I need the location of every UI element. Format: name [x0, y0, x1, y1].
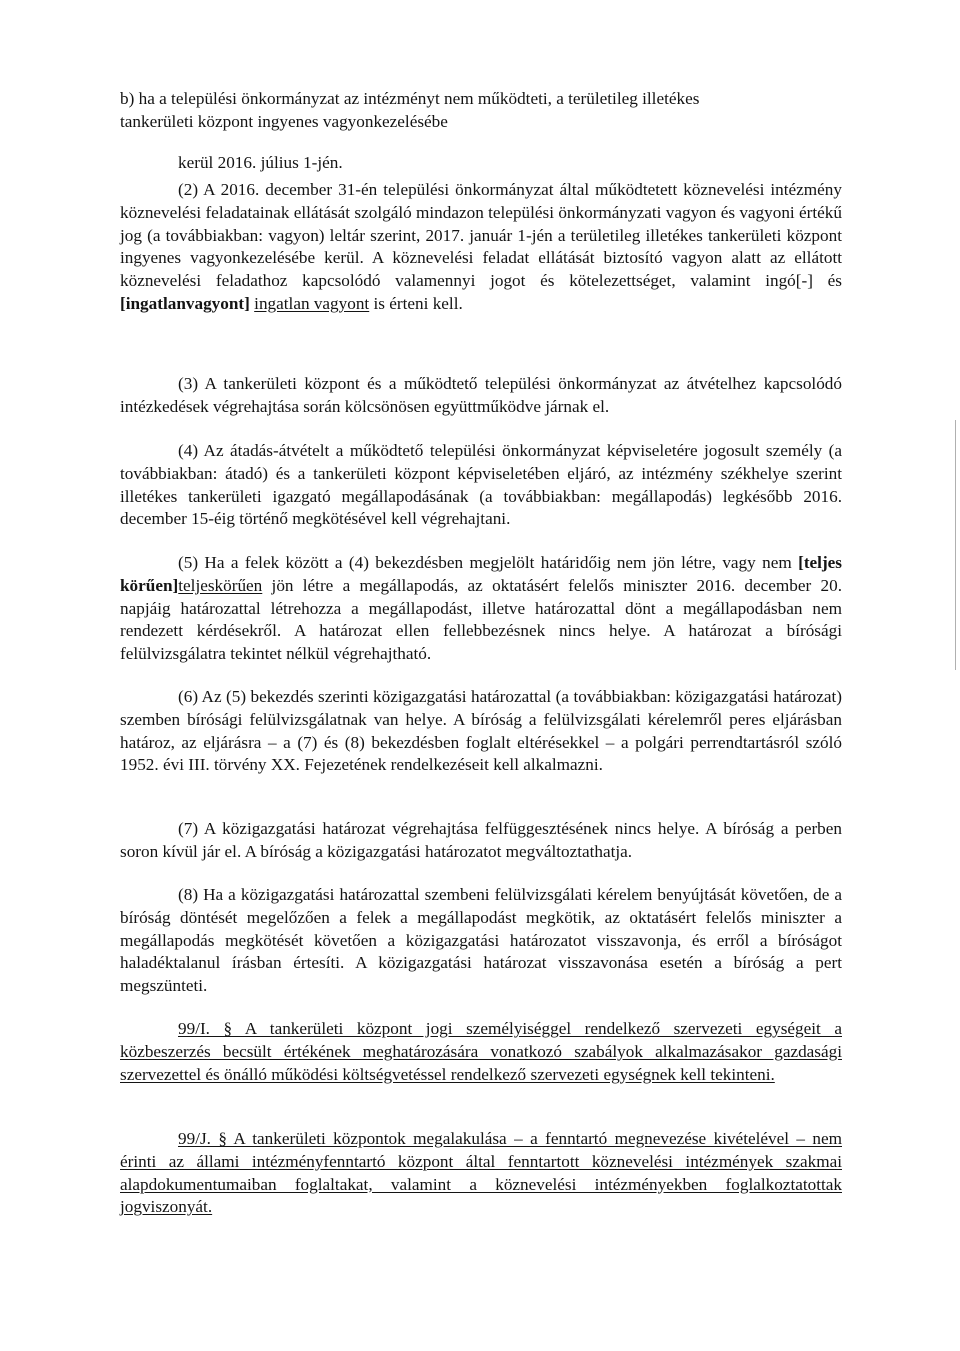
paragraph-8: (8) Ha a közigazgatási határozattal szembeni felülvizsgálati kérelem benyújtását követően, de a bíróság döntését megelőzően a felek a megállapodást megkötik, az oktatásért felelős miniszter a megállapodás megkötését követően a közigazgatási határozatot visszavonja, és erről a bíróságot haladéktalanul írásban értesíti. A közigazgatási határozat visszavonása esetén a bíróság a pert megszünteti. — [120, 885, 842, 996]
deleted-text: [ingatlanvagyont] — [120, 293, 250, 313]
paragraph-b — [120, 88, 842, 134]
deleted-text: [teljes körűen] — [120, 553, 842, 595]
paragraph-b-continuation: kerül 2016. július 1-jén. — [178, 153, 343, 172]
paragraph-2: (2) A 2016. december 31-én települési önkormányzat által működtetett köznevelési intézmény köznevelési feladatainak ellátását szolgáló mindazon települési önkormányzati vagyon és vagyoni értékű jog (a továbbiakban: vagyon) leltár szerint, 2017. január 1-jén a területileg illetékes tankerületi központ ingyenes vagyonkezelésébe kerül. A köznevelési feladat ellátását biztosító vagyon alatt az ellátott köznevelési feladathoz kapcsolódó valamennyi jogot és kötelezettséget, valamint ingó[-] és [ingatlanvagyont] ingatlan vagyont is érteni kell. — [120, 180, 842, 313]
inserted-text: teljeskörűen — [178, 575, 263, 595]
paragraph-b-line2: tankerületi központ ingyenes vagyonkezelésébe — [120, 111, 448, 131]
inserted-text: ingatlan vagyont — [254, 293, 370, 313]
paragraph-b-line1: b) ha a települési önkormányzat az intézményt nem működteti, a területileg illetékes — [120, 89, 700, 108]
section-99j: 99/J. § A tankerületi központok megalakulása – a fenntartó megnevezése kivételével – nem érinti az állami intézményfenntartó központ által fenntartott köznevelési intézmények szakmai alapdokumentumaiban foglaltakat, valamint a köznevelési intézményekben foglalkoztatottak jogviszonyát. — [120, 1129, 842, 1217]
paragraph-6: (6) Az (5) bekezdés szerinti közigazgatási határozattal (a továbbiakban: közigazgatási határozat) szemben bírósági felülvizsgálatnak van helye. A bíróság a felülvizsgálati kérelemről peres eljárásban határoz, az eljárásra – a (7) és (8) bekezdésben foglalt eltérésekkel – a polgári perrendtartásról szóló 1952. évi III. törvény XX. Fejezetének rendelkezéseit kell alkalmazni. — [120, 687, 842, 775]
scan-edge-line — [955, 420, 956, 670]
paragraph-7: (7) A közigazgatási határozat végrehajtása felfüggesztésének nincs helye. A bíróság a perben soron kívül jár el. A bíróság a közigazgatási határozatot megváltoztathatja. — [120, 819, 842, 861]
paragraph-4: (4) Az átadás-átvételt a működtető települési önkormányzat képviseletére jogosult személy (a továbbiakban: átadó) és a tankerületi központ képviseletében eljáró, az intézmény székhelye szerint illetékes tankerületi igazgató megállapodásának (a továbbiakban: megállapodás) legkésőbb 2016. december 15-éig történő megkötésével kell végrehajtani. — [120, 441, 842, 529]
section-99i: 99/I. § A tankerületi központ jogi személyiséggel rendelkező szervezeti egységeit a közbeszerzés becsült értékének meghatározására vonatkozó szabályok alkalmazásakor gazdasági szervezettel és önálló működési költségvetéssel rendelkező szervezeti egységnek kell tekinteni. — [120, 1019, 842, 1084]
paragraph-5: (5) Ha a felek között a (4) bekezdésben megjelölt határidőig nem jön létre, vagy nem [teljes körűen]teljeskörűen jön létre a megállapodás, az oktatásért felelős miniszter 2016. december 20. napjáig határozattal létrehozza a megállapodást, illetve határozattal dönt a megállapodásban nem rendezett kérdésekről. A határozat ellen fellebbezésnek nincs helye. A határozat a bírósági felülvizsgálatra tekintet nélkül végrehajtható. — [120, 553, 842, 664]
paragraph-3: (3) A tankerületi központ és a működtető települési önkormányzat az átvételhez kapcsolódó intézkedések végrehajtása során kölcsönösen együttműködve járnak el. — [120, 374, 842, 416]
